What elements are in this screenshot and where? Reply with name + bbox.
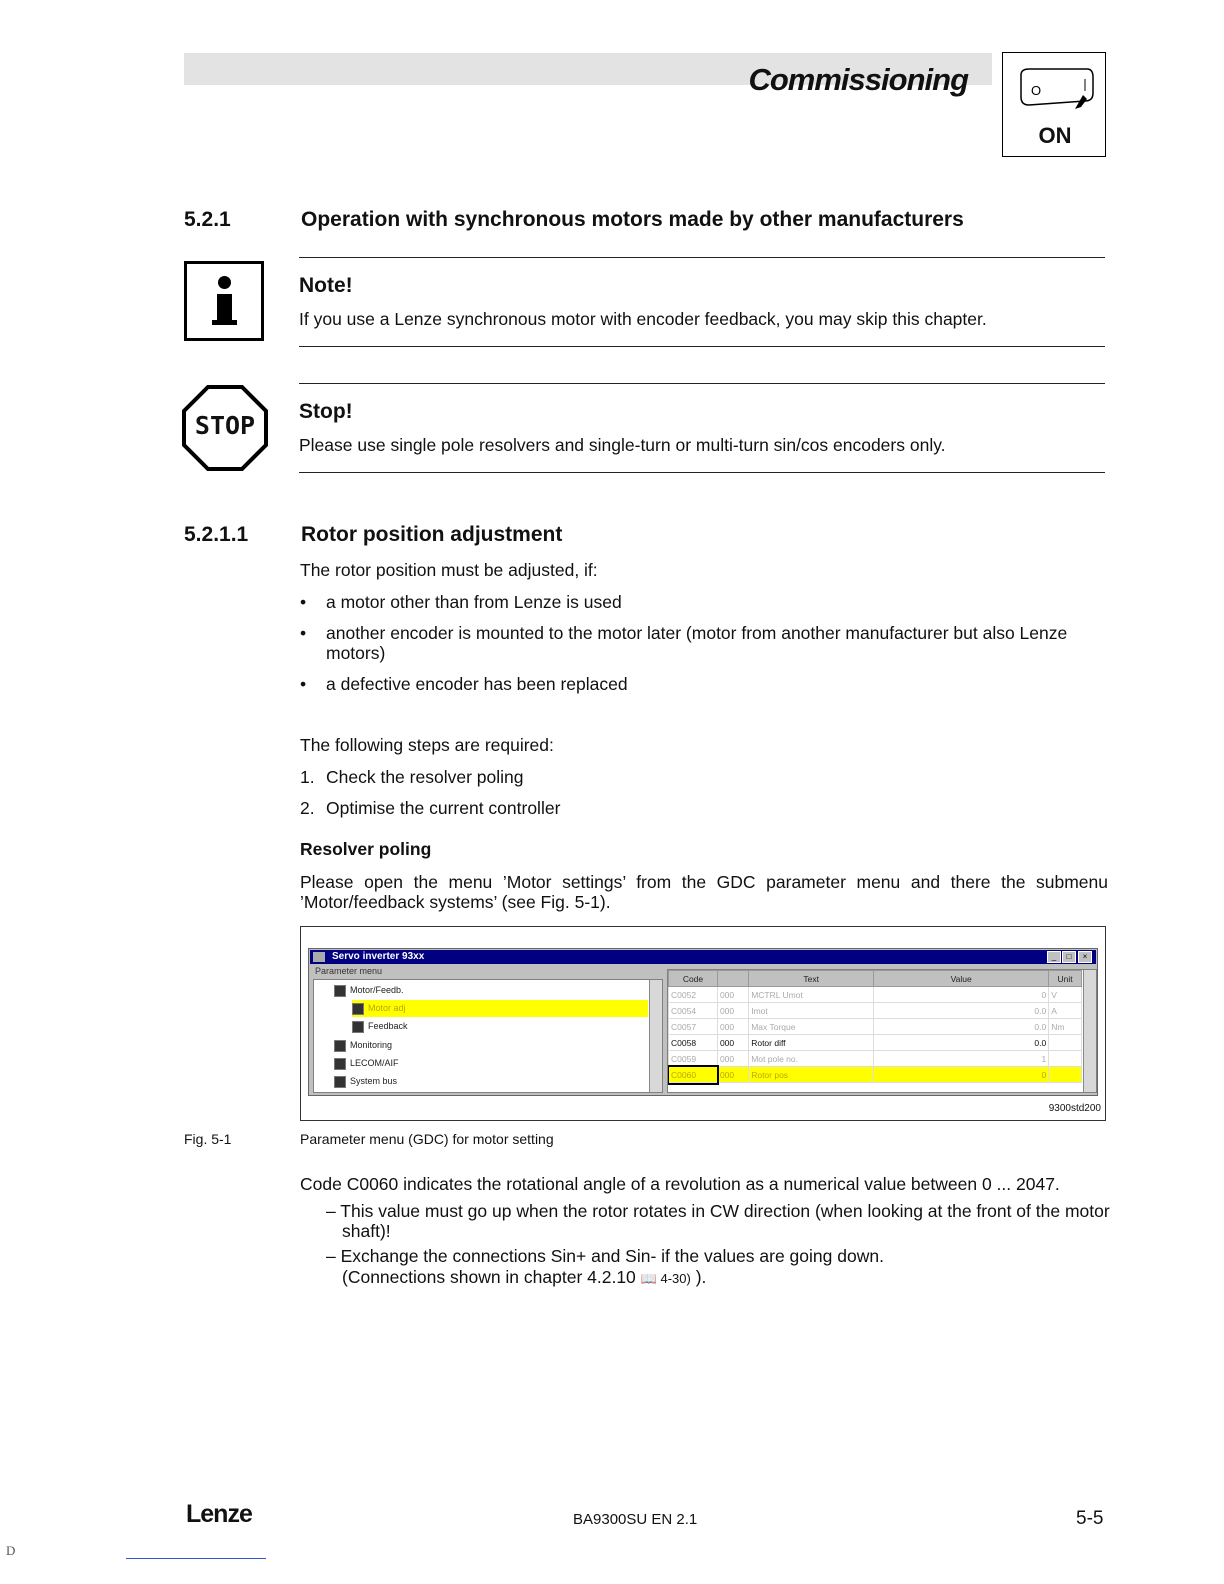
table-row[interactable]: C0054 000 Imot 0.0 A (669, 1003, 1082, 1019)
document-page: Commissioning O ON 5.2.1 Operation with synchronous motors made by other manufacturers Note! If you use a Lenze synchronous motor with encoder feedback, you may skip this chapter. STOP Stop! Please use single pole resolvers and single-turn or multi-turn sin/cos encoders only. 5.2.1.1 Rotor position adjustment The rotor position must be adjusted, if: • a motor other than from Lenze is used • another encoder is mounted to the motor later (motor from another manufacturer but also Lenze motors) • a defective encoder has been replaced The following steps are required: 1. Check the resolver poling 2. Optimise the current controller Resolver poling Please open the menu ’Motor settings’ from the GDC parameter menu and there the submenu ’Motor/feedback systems’ (see Fig. 5-1). Servo inverter 93xx _ □ × Parameter menu Motor/Feedb. Motor adj Feedback Monitoring LECOM/AIF System bus Code Text Value Unit C0052 000 MCTRL Umot 0 V C0054 000 Imot 0.0 A C0057 000 Max Torque 0.0 Nm C0058 000 Rotor diff 0.0 C0059 000 Mot pole no. 1 C0060 000 Rotor pos 0 9300std200 Fig. 5-1 Parameter menu (GDC) for motor setting Code C0060 indicates the rotational angle of a revolution as a numerical value between 0 ... 2047. – This value must go up when the rotor rotates in CW direction (when looking at the front of the motor shaft)! – Exchange the connections Sin+ and Sin- if the values are going down. (Connections shown in chapter 4.2.10 📖 4-30) ). Lenze BA9300SU EN 2.1 5-5 D (0, 0, 1224, 1584)
resolver-text: Please open the menu ’Motor settings’ from the GDC parameter menu and there the submenu ’Motor/feedback systems’ (see Fig. 5-1). (300, 872, 1108, 912)
subsection-number: 5.2.1.1 (184, 523, 249, 546)
step-number: 2. (300, 798, 315, 818)
resolver-heading: Resolver poling (300, 839, 432, 859)
figure-label: Fig. 5-1 (184, 1131, 232, 1147)
table-row[interactable]: C0059 000 Mot pole no. 1 (669, 1051, 1082, 1067)
tree-item[interactable]: Monitoring (334, 1037, 392, 1054)
bullet-item: a motor other than from Lenze is used (326, 592, 622, 612)
intro-text: The rotor position must be adjusted, if: (300, 560, 598, 580)
gdc-window (308, 948, 1098, 1096)
header-title: Commissioning (748, 62, 968, 97)
folder-icon (334, 985, 346, 997)
figure-caption: Parameter menu (GDC) for motor setting (300, 1131, 554, 1147)
book-ref[interactable]: 📖 4-30) (640, 1271, 691, 1286)
step-item: Check the resolver poling (326, 767, 524, 787)
info-icon (184, 261, 264, 341)
figure-ref: 9300std200 (1048, 1103, 1101, 1114)
dash-item: – Exchange the connections Sin+ and Sin- if the values are going down. (326, 1246, 884, 1266)
parameter-grid[interactable]: Code Text Value Unit C0052 000 MCTRL Umot 0 V C0054 000 Imot 0.0 A C0057 000 Max Torque 0.0 Nm C0058 000 Rotor diff 0.0 C0059 000 Mot pole no. 1 C0060 000 Rotor pos 0 (667, 969, 1097, 1093)
folder-icon (334, 1040, 346, 1052)
note-text: If you use a Lenze synchronous motor with encoder feedback, you may skip this chapter. (299, 309, 987, 329)
section-title: Operation with synchronous motors made by other manufacturers (301, 208, 964, 231)
dash-item-cont: (Connections shown in chapter 4.2.10 (342, 1267, 641, 1287)
grid-scrollbar[interactable] (1083, 970, 1096, 1092)
stop-title: Stop! (299, 400, 353, 423)
switch-icon (1017, 65, 1095, 113)
step-number: 1. (300, 767, 315, 787)
stop-text: Please use single pole resolvers and single-turn or multi-turn sin/cos encoders only. (299, 435, 946, 455)
step-item: Optimise the current controller (326, 798, 561, 818)
divider (299, 472, 1105, 473)
corner-mark: D (6, 1543, 16, 1558)
menu-header: Parameter menu (315, 966, 383, 976)
doc-id: BA9300SU EN 2.1 (573, 1511, 698, 1528)
stop-icon-text: STOP (194, 411, 256, 440)
note-title: Note! (299, 274, 353, 297)
book-icon: 📖 (640, 1271, 657, 1286)
table-row[interactable]: C0058 000 Rotor diff 0.0 (669, 1035, 1082, 1051)
on-switch-icon (1002, 52, 1106, 157)
subsection-title: Rotor position adjustment (301, 523, 563, 546)
folder-icon (352, 1021, 364, 1033)
section-number: 5.2.1 (184, 208, 231, 231)
tree-item[interactable]: System bus (334, 1073, 397, 1090)
dash-item: – This value must go up when the rotor rotates in CW direction (when looking at the front of the motor shaft)! (326, 1201, 1110, 1241)
tree-item-selected[interactable]: Motor adj (352, 1000, 648, 1017)
tree-scrollbar[interactable] (649, 980, 662, 1092)
table-row-selected[interactable]: C0060 000 Rotor pos 0 (669, 1067, 1082, 1083)
bullet-item: a defective encoder has been replaced (326, 674, 628, 694)
parameter-tree[interactable] (313, 979, 663, 1093)
folder-icon (334, 1076, 346, 1088)
maximize-button[interactable]: □ (1062, 951, 1076, 963)
code-text: Code C0060 indicates the rotational angle of a revolution as a numerical value between 0 ... 2047. (300, 1174, 1060, 1194)
app-icon (313, 952, 325, 962)
steps-intro: The following steps are required: (300, 735, 554, 755)
divider (299, 383, 1105, 384)
close-button[interactable]: × (1078, 951, 1092, 963)
table-row[interactable]: C0057 000 Max Torque 0.0 Nm (669, 1019, 1082, 1035)
table-row[interactable]: C0052 000 MCTRL Umot 0 V (669, 987, 1082, 1003)
folder-icon (352, 1003, 364, 1015)
window-title: Servo inverter 93xx (310, 950, 1096, 964)
figure-screenshot (300, 926, 1106, 1121)
lenze-logo: Lenze (186, 1500, 252, 1528)
folder-icon (334, 1058, 346, 1070)
divider (299, 346, 1105, 347)
footer-line (126, 1558, 266, 1559)
on-label: ON (1038, 123, 1072, 148)
svg-text:O: O (1031, 83, 1042, 98)
tree-item[interactable]: Feedback (352, 1018, 408, 1035)
page-number: 5-5 (1076, 1508, 1104, 1529)
bullet-item: another encoder is mounted to the motor later (motor from another manufacturer but also Lenze motors) (326, 623, 1068, 663)
tree-item[interactable]: LECOM/AIF (334, 1055, 399, 1072)
tree-item[interactable]: Motor/Feedb. (334, 982, 404, 999)
divider (299, 257, 1105, 258)
minimize-button[interactable]: _ (1047, 951, 1061, 963)
